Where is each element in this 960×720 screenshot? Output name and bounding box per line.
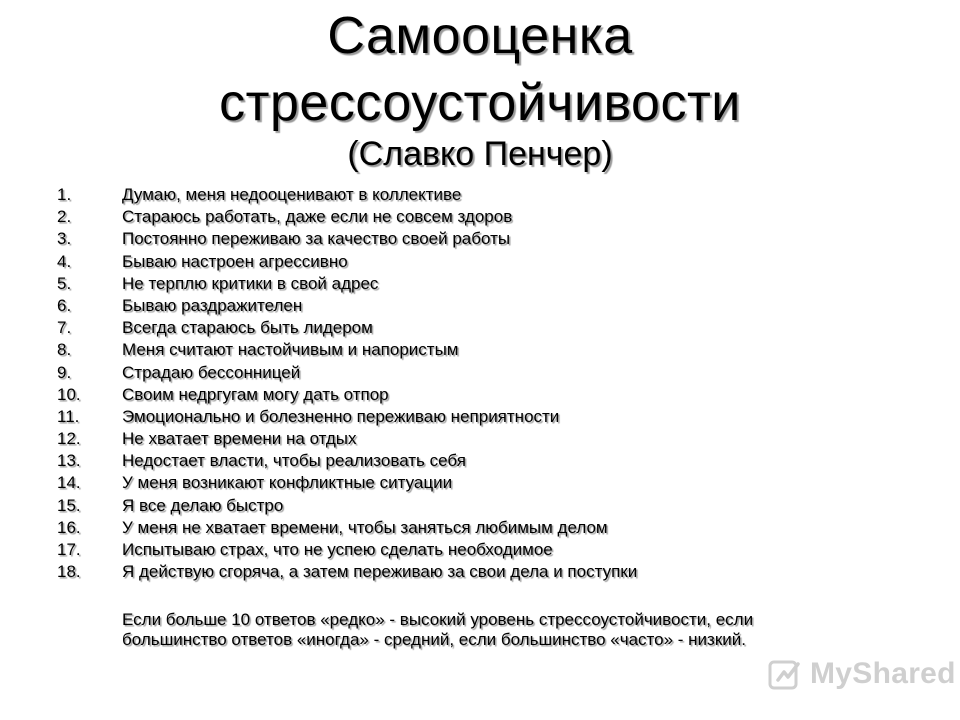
item-number: 3. — [57, 229, 72, 249]
item-text: Меня считают настойчивым и напористым — [122, 340, 459, 360]
myshared-logo-icon — [768, 656, 804, 692]
item-number: 5. — [57, 273, 72, 293]
item-text: Постоянно переживаю за качество своей работы — [122, 229, 511, 249]
item-number: 2. — [57, 207, 72, 227]
list-item — [0, 206, 960, 228]
list-item — [0, 295, 960, 317]
list-item — [0, 428, 960, 450]
list-item — [0, 251, 960, 273]
list-item — [0, 273, 960, 295]
item-number: 15. — [57, 495, 81, 515]
list-item — [0, 339, 960, 361]
watermark-text: MyShared — [810, 657, 956, 690]
item-text: Страдаю бессонницей — [122, 362, 301, 382]
item-number: 18. — [57, 562, 81, 582]
item-text: Не терплю критики в свой адрес — [122, 273, 379, 293]
list-item — [0, 406, 960, 428]
item-text: Я все делаю быстро — [122, 495, 284, 515]
item-text: У меня возникают конфликтные ситуации — [122, 473, 453, 493]
watermark — [768, 656, 956, 692]
list-item — [0, 384, 960, 406]
list-item — [0, 317, 960, 339]
scoring-note: Если больше 10 ответов «редко» - высокий уровень стрессоустойчивости, если большинство ответов «иногда» - средний, если большинство «часто» - низкий. — [122, 610, 754, 649]
item-number: 7. — [57, 318, 72, 338]
item-text: Недостает власти, чтобы реализовать себя — [122, 451, 466, 471]
item-number: 13. — [57, 451, 81, 471]
list-item — [0, 517, 960, 539]
item-number: 12. — [57, 429, 81, 449]
item-number: 10. — [57, 384, 81, 404]
list-item — [0, 228, 960, 250]
list-item — [0, 450, 960, 472]
title-line-2: стрессоустойчивости — [219, 74, 741, 132]
item-number: 16. — [57, 517, 81, 537]
list-item — [0, 472, 960, 494]
item-text: Не хватает времени на отдых — [122, 429, 357, 449]
subtitle — [0, 132, 960, 176]
item-text: Испытываю страх, что не успею сделать необходимое — [122, 540, 553, 559]
item-text: Бываю раздражителен — [122, 295, 303, 315]
list-item — [0, 561, 960, 583]
title-line-1: Самооценка — [327, 7, 633, 65]
item-number: 14. — [57, 473, 81, 493]
item-number: 8. — [57, 340, 72, 360]
item-number: 9. — [57, 362, 72, 382]
item-text: Своим недргугам могу дать отпор — [122, 384, 389, 404]
list-item — [0, 495, 960, 517]
list-item — [0, 539, 960, 561]
item-text: У меня не хватает времени, чтобы заняться любимым делом — [122, 517, 608, 537]
question-list — [0, 184, 960, 583]
item-number: 1. — [57, 185, 72, 204]
item-number: 4. — [57, 251, 72, 271]
item-text: Всегда стараюсь быть лидером — [122, 318, 373, 338]
item-number: 11. — [57, 406, 80, 426]
item-text: Эмоционально и болезненно переживаю неприятности — [122, 406, 560, 426]
item-number: 17. — [57, 540, 81, 559]
item-number: 6. — [57, 295, 72, 315]
list-item — [0, 362, 960, 384]
item-text: Бываю настроен агрессивно — [122, 251, 348, 271]
item-text: Я действую сгоряча, а затем переживаю за свои дела и поступки — [122, 562, 638, 582]
list-item — [0, 184, 960, 206]
item-text: Стараюсь работать, даже если не совсем здоров — [122, 207, 513, 227]
subtitle-text: (Славко Пенчер) — [347, 135, 613, 173]
item-text: Думаю, меня недооценивают в коллективе — [122, 185, 462, 204]
